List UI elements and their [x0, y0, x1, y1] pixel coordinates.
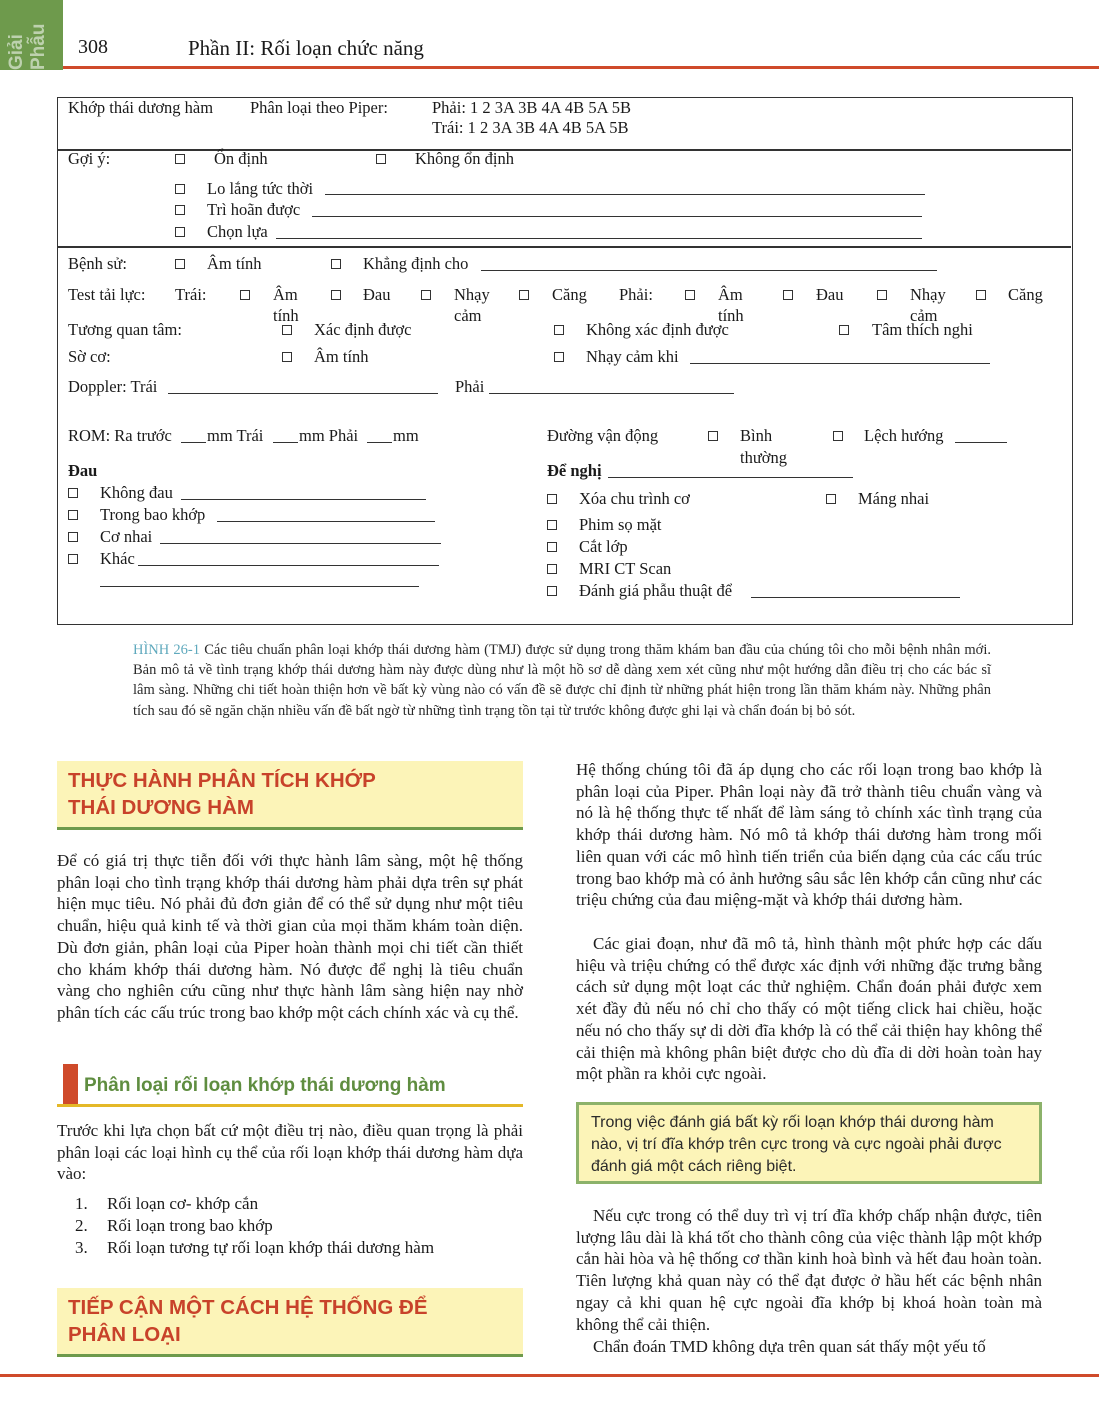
confirmed-label: Khẳng định cho	[363, 254, 469, 273]
mri-ct-checkbox[interactable]	[547, 564, 557, 574]
left-sensitive-checkbox[interactable]	[421, 290, 431, 300]
rom-label: ROM: Ra trước	[68, 426, 172, 445]
right-tension-checkbox[interactable]	[976, 290, 986, 300]
classification-form	[57, 97, 1073, 625]
right-sensitive-label-2: cảm	[910, 306, 938, 325]
header-rule	[63, 66, 1099, 69]
unstable-checkbox[interactable]	[376, 154, 386, 164]
right-paragraph-2: Các giai đoạn, như đã mô tả, hình thành một phức hợp các dấu hiệu và triệu chứng có thể được xác định với những đặc trưng bằng cách sử dụng một loạt các thử nghiệm. Chẩn đoán phải được xem xét đầy đủ nếu nó chỉ cho thấy có một tiếng click hai chiều, hoặc nếu nó cho thấy sự di dời đĩa khớp là có thể cải thiện hay không thể cải thiện mà không phân biệt được cho dù đĩa di dời hoàn toàn hay một phần ra khỏi cực ngoài.	[576, 934, 1042, 1084]
recommend-line[interactable]	[608, 477, 853, 478]
figure-caption	[133, 640, 991, 721]
right-negative-label-1: Âm	[718, 285, 743, 304]
history-negative-checkbox[interactable]	[175, 259, 185, 269]
sensitive-when-label: Nhạy cảm khi	[586, 347, 679, 366]
left-negative-checkbox[interactable]	[240, 290, 250, 300]
piper-left: Trái: 1 2 3A 3B 4A 4B 5A 5B	[432, 118, 629, 137]
mri-ct-label: MRI CT Scan	[579, 559, 672, 578]
heading1-line1: THỰC HÀNH PHÂN TÍCH KHỚP	[68, 769, 376, 792]
heading1-line2: THÁI DƯƠNG HÀM	[68, 796, 254, 819]
page-number: 308	[78, 36, 108, 58]
massage-label: Xóa chu trình cơ	[579, 489, 690, 508]
other-line[interactable]	[138, 565, 439, 566]
list-item: 1. Rối loạn cơ- khớp cắn	[75, 1194, 259, 1213]
form-divider	[58, 246, 1071, 248]
left-sensitive-label-1: Nhạy	[454, 285, 490, 304]
not-determinable-checkbox[interactable]	[554, 325, 564, 335]
side-tab-text: Giải Phẫu	[6, 23, 49, 70]
suspect-label: Tâm thích nghi	[872, 320, 973, 339]
delayable-checkbox[interactable]	[175, 205, 185, 215]
tomo-checkbox[interactable]	[547, 542, 557, 552]
subheading-marker	[63, 1064, 78, 1104]
masticatory-label: Cơ nhai	[100, 527, 153, 546]
surgical-eval-checkbox[interactable]	[547, 586, 557, 596]
no-pain-label: Không đau	[100, 483, 173, 502]
right-tension-label: Căng	[1008, 285, 1043, 304]
no-pain-checkbox[interactable]	[68, 488, 78, 498]
intracapsular-line[interactable]	[217, 521, 435, 522]
rom-right-label: mm Phải	[299, 426, 359, 445]
sensitive-when-checkbox[interactable]	[554, 352, 564, 362]
doppler-right-line[interactable]	[489, 393, 734, 394]
right-negative-checkbox[interactable]	[685, 290, 695, 300]
doppler-left-label: Doppler: Trái	[68, 377, 158, 396]
surgical-eval-line[interactable]	[751, 597, 960, 598]
section-heading-approach	[57, 1288, 523, 1357]
pain-heading: Đau	[68, 461, 98, 480]
sensitive-when-line[interactable]	[690, 363, 990, 364]
unstable-label: Không ổn định	[415, 149, 514, 168]
rom-right-line[interactable]	[367, 442, 392, 443]
massage-checkbox[interactable]	[547, 494, 557, 504]
other-label: Khác	[100, 549, 135, 568]
right-pain-checkbox[interactable]	[783, 290, 793, 300]
normal-label-2: thường	[740, 448, 788, 467]
masticatory-checkbox[interactable]	[68, 532, 78, 542]
ceph-label: Phim sọ mặt	[579, 515, 662, 534]
deviation-checkbox[interactable]	[833, 431, 843, 441]
callout-box: Trong việc đánh giá bất kỳ rối loạn khớp thái dương hàm nào, vị trí đĩa khớp trên cực trong và cực ngoài phải được đánh giá một cách riêng biệt.	[576, 1102, 1042, 1184]
list-item: 2. Rối loạn trong bao khớp	[75, 1216, 273, 1235]
history-label: Bệnh sử:	[68, 254, 127, 273]
footer-rule	[0, 1374, 1099, 1377]
stable-label: Ổn định	[214, 149, 268, 168]
heading2-line2: PHÂN LOẠI	[68, 1323, 181, 1346]
load-test-label: Test tải lực:	[68, 285, 146, 304]
right-paragraph-4: Chẩn đoán TMD không dựa trên quan sát thấy một yếu tố	[593, 1337, 986, 1356]
tomo-label: Cắt lớp	[579, 537, 628, 556]
left-sensitive-label-2: cảm	[454, 306, 482, 325]
splint-label: Máng nhai	[858, 489, 930, 508]
normal-checkbox[interactable]	[708, 431, 718, 441]
urgent-checkbox[interactable]	[175, 184, 185, 194]
no-pain-line[interactable]	[181, 499, 426, 500]
left-negative-label-2: tính	[273, 306, 299, 325]
palpation-negative-checkbox[interactable]	[282, 352, 292, 362]
form-divider	[58, 149, 1071, 151]
suggest-label: Gợi ý:	[68, 149, 111, 168]
left-tension-checkbox[interactable]	[519, 290, 529, 300]
left-pain-checkbox[interactable]	[331, 290, 341, 300]
correlation-label: Tương quan tâm:	[68, 320, 182, 339]
piper-right: Phải: 1 2 3A 3B 4A 4B 5A 5B	[432, 98, 631, 117]
load-left-label: Trái:	[175, 285, 207, 304]
right-paragraph-1: Hệ thống chúng tôi đã áp dụng cho các rối loạn trong bao khớp là phân loại của Piper. Phân loại này đã trở thành tiêu chuẩn vàng và nó là hệ thống thực tế nhất để làm sáng tỏ chính xác tình trạng của khớp thái dương hàm. Nó mô tả khớp thái dương hàm trong mối liên quan với các mô hình tiến triển của biến dạng của các cấu trúc trong bao khớp mà có ảnh hưởng sâu sắc lên khớp cắn cũng như các triệu chứng của đau miệng-mặt và khớp thái dương hàm.	[576, 760, 1042, 910]
splint-checkbox[interactable]	[826, 494, 836, 504]
ceph-checkbox[interactable]	[547, 520, 557, 530]
classification-list	[75, 1193, 434, 1259]
history-negative-label: Âm tính	[207, 254, 262, 273]
confirmed-line[interactable]	[481, 270, 937, 271]
delayable-line[interactable]	[312, 216, 922, 217]
intracapsular-checkbox[interactable]	[68, 510, 78, 520]
left-paragraph-2: Trước khi lựa chọn bất cứ một điều trị nào, điều quan trọng là phải phân loại các loại hình cụ thể của rối loạn khớp thái dương hàm dựa vào:	[57, 1121, 523, 1184]
urgent-label: Lo lắng tức thời	[207, 179, 314, 198]
rom-left-line[interactable]	[273, 442, 298, 443]
right-negative-label-2: tính	[718, 306, 744, 325]
doppler-right-label: Phải	[455, 377, 485, 396]
left-negative-label-1: Âm	[273, 285, 298, 304]
determinable-checkbox[interactable]	[282, 325, 292, 335]
left-paragraph-1: Để có giá trị thực tiễn đối với thực hành lâm sàng, một hệ thống phân loại cho tình trạng khớp thái dương hàm phải dựa trên sự phát hiện mục tiêu. Nó phải đủ đơn giản để có thể sử dụng như một tiêu chuẩn, hiệu quả kinh tế và thời gian của mọi thăm khám toàn diện. Dù đơn giản, phân loại của Piper hoàn thành mọi chi tiết cần thiết cho khám khớp thái dương hàm. Nó được để nghị là tiêu chuẩn vàng cho nghiên cứu cũng như thực hành lâm sàng hiện nay nhờ phân tích các cấu trúc trong bao khớp một cách chính xác và cụ thể.	[57, 851, 523, 1022]
normal-label-1: Bình	[740, 426, 773, 445]
tmj-label: Khớp thái dương hàm	[68, 98, 214, 117]
caption-text: Các tiêu chuẩn phân loại khớp thái dương hàm (TMJ) được sử dụng trong thăm khám ban đầu của chúng tôi cho mỗi bệnh nhân mới. Bản mô tả về tình trạng khớp thái dương hàm này được dùng như là một hồ sơ dễ dàng xem xét cũng như một hướng dẫn điều trị cho các bác sĩ lâm sàng. Những chi tiết hoàn thiện hơn về bất kỳ vùng nào có vấn đề sẽ được chỉ định từ những phát hiện trong lần thăm khám này. Những phân tích sau đó sẽ ngăn chặn nhiều vấn đề bất ngờ từ những tình trạng tồn tại từ trước không được ghi lại và chẩn đoán bị bỏ sót.	[133, 642, 991, 719]
piper-label: Phân loại theo Piper:	[250, 98, 388, 117]
right-sensitive-label-1: Nhạy	[910, 285, 946, 304]
elective-checkbox[interactable]	[175, 227, 185, 237]
deviation-label: Lệch hướng	[864, 426, 944, 445]
right-sensitive-checkbox[interactable]	[877, 290, 887, 300]
right-paragraph-3: Nếu cực trong có thể duy trì vị trí đĩa khớp chấp nhận được, tiên lượng lâu dài là khá tốt cho thành công của việc thành lập một khớp cắn hài hòa và hệ thống cơ thần kinh hoà bình và hết đau hoàn toàn. Tiên lượng khả quan này có thể đạt được ở hầu hết các bệnh nhân ngay cả khi quan hệ cực ngoài đĩa khớp bị khoá hoàn toàn mà không thể cải thiện.	[576, 1206, 1042, 1334]
confirmed-checkbox[interactable]	[331, 259, 341, 269]
masticatory-line[interactable]	[160, 543, 441, 544]
heading2-line1: TIẾP CẬN MỘT CÁCH HỆ THỐNG ĐỂ	[68, 1296, 428, 1319]
section-heading-practice	[57, 761, 523, 830]
palpation-negative-label: Âm tính	[314, 347, 369, 366]
other-line-2[interactable]	[100, 586, 419, 587]
subheading: Phân loại rối loạn khớp thái dương hàm	[84, 1075, 446, 1096]
right-pain-label: Đau	[816, 285, 844, 304]
not-determinable-label: Không xác định được	[586, 320, 729, 339]
doppler-left-line[interactable]	[168, 393, 438, 394]
rom-protrusion-line[interactable]	[181, 442, 206, 443]
path-label: Đường vận động	[547, 426, 659, 445]
left-pain-label: Đau	[363, 285, 391, 304]
stable-checkbox[interactable]	[175, 154, 185, 164]
surgical-eval-label: Đánh giá phẫu thuật để	[579, 581, 733, 600]
intracapsular-label: Trong bao khớp	[100, 505, 206, 524]
running-title: Phần II: Rối loạn chức năng	[188, 36, 424, 60]
left-tension-label: Căng	[552, 285, 587, 304]
load-right-label: Phải:	[619, 285, 653, 304]
rom-left-label: mm Trái	[207, 426, 264, 445]
other-checkbox[interactable]	[68, 554, 78, 564]
delayable-label: Trì hoãn được	[207, 200, 301, 219]
suspect-checkbox[interactable]	[839, 325, 849, 335]
side-tab	[0, 0, 63, 70]
urgent-line[interactable]	[325, 194, 925, 195]
elective-line[interactable]	[276, 238, 922, 239]
palpation-label: Sờ cơ:	[68, 347, 111, 366]
figure-label: HÌNH 26-1	[133, 642, 201, 658]
determinable-label: Xác định được	[314, 320, 412, 339]
recommend-heading: Để nghị	[547, 461, 602, 480]
rom-mm-label: mm	[393, 426, 419, 445]
deviation-line[interactable]	[955, 442, 1007, 443]
subheading-rule	[57, 1104, 523, 1107]
list-item: 3. Rối loạn tương tự rối loạn khớp thái dương hàm	[75, 1238, 435, 1257]
elective-label: Chọn lựa	[207, 222, 268, 241]
